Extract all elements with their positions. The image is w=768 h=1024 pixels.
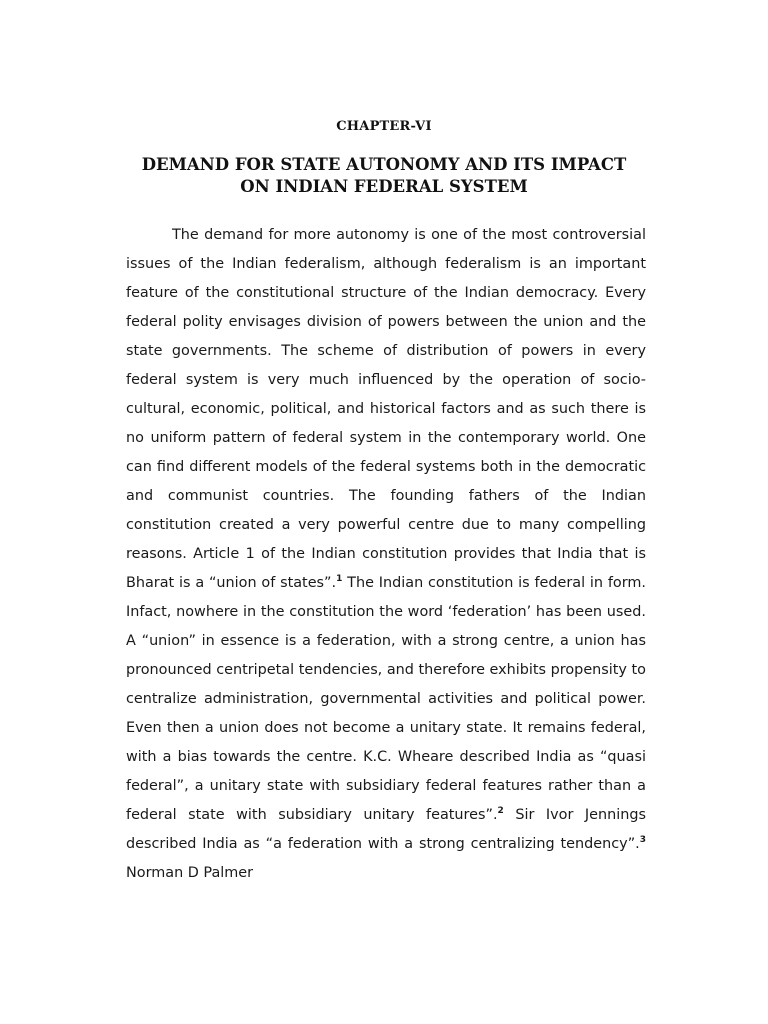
footnote-ref-1[interactable]: 1 — [336, 574, 343, 585]
footnote-ref-3[interactable]: 3 — [639, 835, 646, 846]
paragraph-text-segment-2: The Indian constitution is federal in form. Infact, nowhere in the constitution the word ‘federation’ has been used. A “union” in essence is a federation, with a strong centre, a union has pronounced centripetal tendencies, and therefore exhibits propensity to centralize administration, governmental activities and political power. Even then a union does not become a unitary state. It remains federal, with a bias towards the centre. K.C. Wheare described India as “quasi federal”, a unitary state with subsidiary federal features rather than a federal state with subsidiary unitary features”. — [126, 575, 646, 823]
paragraph-text-segment-3: Sir Ivor Jennings described India as “a federation with a strong centralizing tendency”. — [126, 807, 647, 852]
chapter-label: CHAPTER-VI — [336, 119, 432, 134]
paragraph-text-segment-1: The demand for more autonomy is one of the most controversial issues of the Indian federalism, although federalism is an important feature of the constitutional structure of the Indian democracy. Every federal polity envisages division of powers between the union and the state governments. The scheme of distribution of powers in every federal system is very much influenced by the operation of socio-cultural, economic, political, and historical factors and as such there is no uniform pattern of federal system in the contemporary world. One can find different models of the federal systems both in the democratic and communist countries. The founding fathers of the Indian constitution created a very powerful centre due to many compelling reasons. Article 1 of the Indian constitution provides that India that is Bharat is a “union of states”. — [126, 227, 646, 591]
chapter-title-line-1: DEMAND FOR STATE AUTONOMY AND ITS IMPACT — [141, 155, 627, 174]
chapter-title — [100, 154, 668, 198]
body-paragraph — [126, 221, 646, 888]
footnote-ref-2[interactable]: 2 — [497, 806, 504, 817]
paragraph-text-segment-4: Norman D Palmer — [126, 865, 254, 881]
chapter-title-line-2: ON INDIAN FEDERAL SYSTEM — [240, 177, 528, 196]
